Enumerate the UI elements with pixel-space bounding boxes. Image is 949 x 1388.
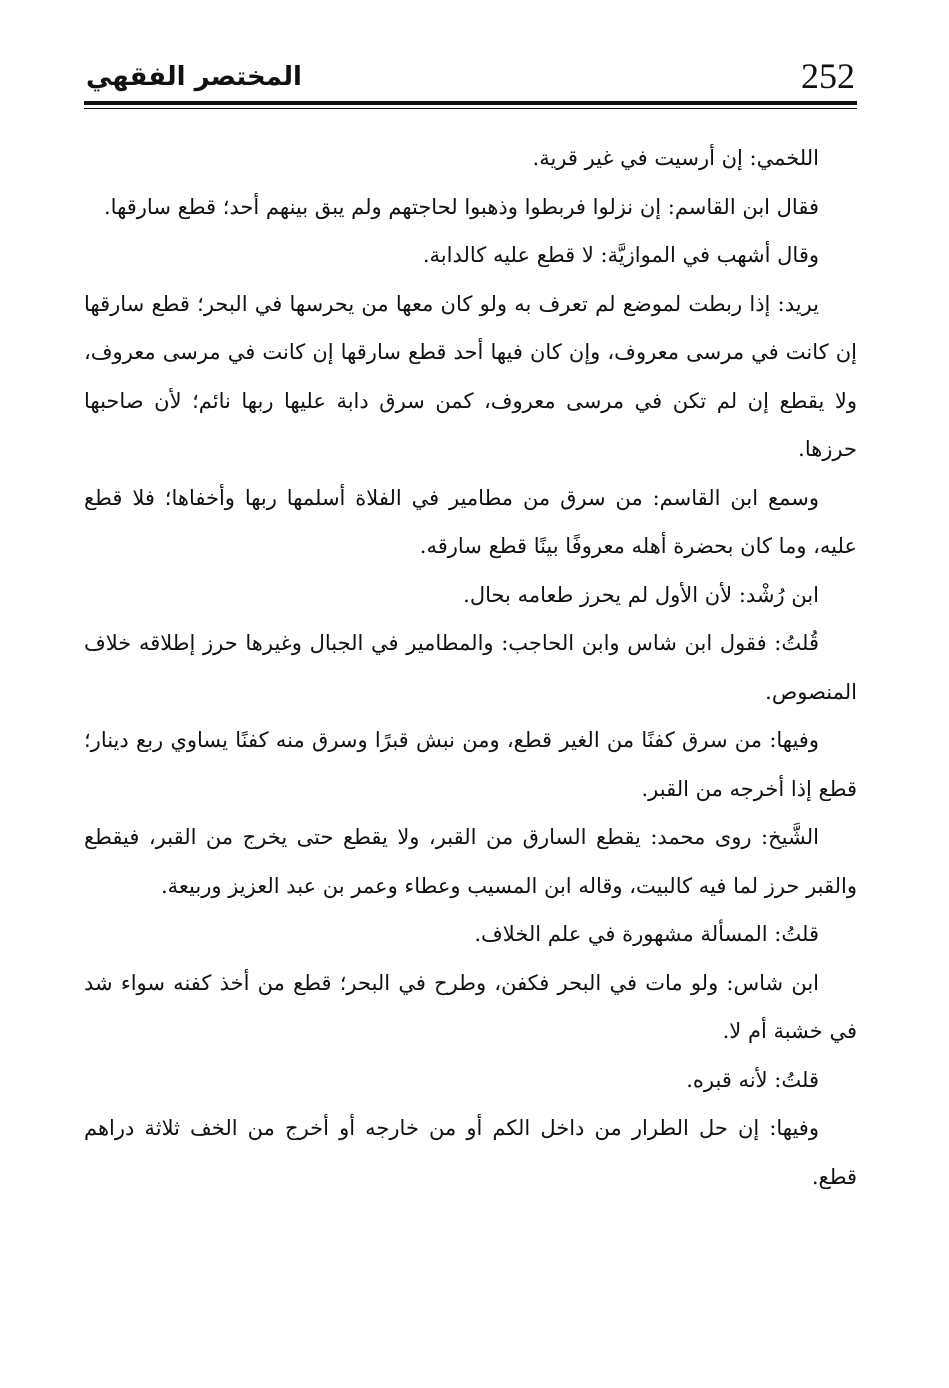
body-text [84,134,857,1201]
paragraph: قلتُ: المسألة مشهورة في علم الخلاف. [474,922,819,946]
running-title: المختصر الفقهي [86,62,302,92]
header-rule-thin [84,108,857,109]
page-header [84,52,857,100]
paragraph: ابن شاس: ولو مات في البحر فكفن، وطرح في البحر؛ قطع من أخذ كفنه سواء شد في خشبة أم لا. [84,970,857,1043]
paragraph: فقال ابن القاسم: إن نزلوا فربطوا وذهبوا لحاجتهم ولم يبق بينهم أحد؛ قطع سارقها. [104,194,819,219]
page-number: 252 [801,56,855,96]
paragraph: الشَّيخ: روى محمد: يقطع السارق من القبر، ولا يقطع حتى يخرج من القبر، فيقطع والقبر حرز لما فيه كالبيت، وقاله ابن المسيب وعطاء وعمر بن عبد العزيز وربيعة. [84,825,857,898]
paragraph: قلتُ: لأنه قبره. [686,1067,819,1092]
paragraph: اللخمي: إن أرسيت في غير قرية. [532,146,819,170]
paragraph: ابن رُشْد: لأن الأول لم يحرز طعامه بحال. [463,582,819,607]
paragraph: يريد: إذا ربطت لموضع لم تعرف به ولو كان معها من يحرسها في البحر؛ قطع سارقها إن كانت في مرسى معروف، وإن كان فيها أحد قطع سارقها إن كانت في مرسى معروف، ولا يقطع إن لم تكن في مرسى معروف، كمن سرق دابة عليها ربها نائم؛ لأن صاحبها حرزها. [84,291,857,461]
paragraph: وفيها: من سرق كفنًا من الغير قطع، ومن نبش قبرًا وسرق منه كفنًا يساوي ربع دينار؛ قطع إذا أخرجه من القبر. [84,728,857,801]
paragraph: وفيها: إن حل الطرار من داخل الكم أو من خارجه أو أخرج من الخف ثلاثة دراهم قطع. [84,1116,857,1189]
paragraph: وقال أشهب في الموازيَّة: لا قطع عليه كالدابة. [422,243,819,267]
header-rule-thick [84,101,857,105]
paragraph: وسمع ابن القاسم: من سرق من مطامير في الفلاة أسلمها ربها وأخفاها؛ فلا قطع عليه، وما كان بحضرة أهله معروفًا بينًا قطع سارقه. [84,485,857,558]
paragraph: قُلتُ: فقول ابن شاس وابن الحاجب: والمطامير في الجبال وغيرها حرز إطلاقه خلاف المنصوص. [84,631,857,704]
